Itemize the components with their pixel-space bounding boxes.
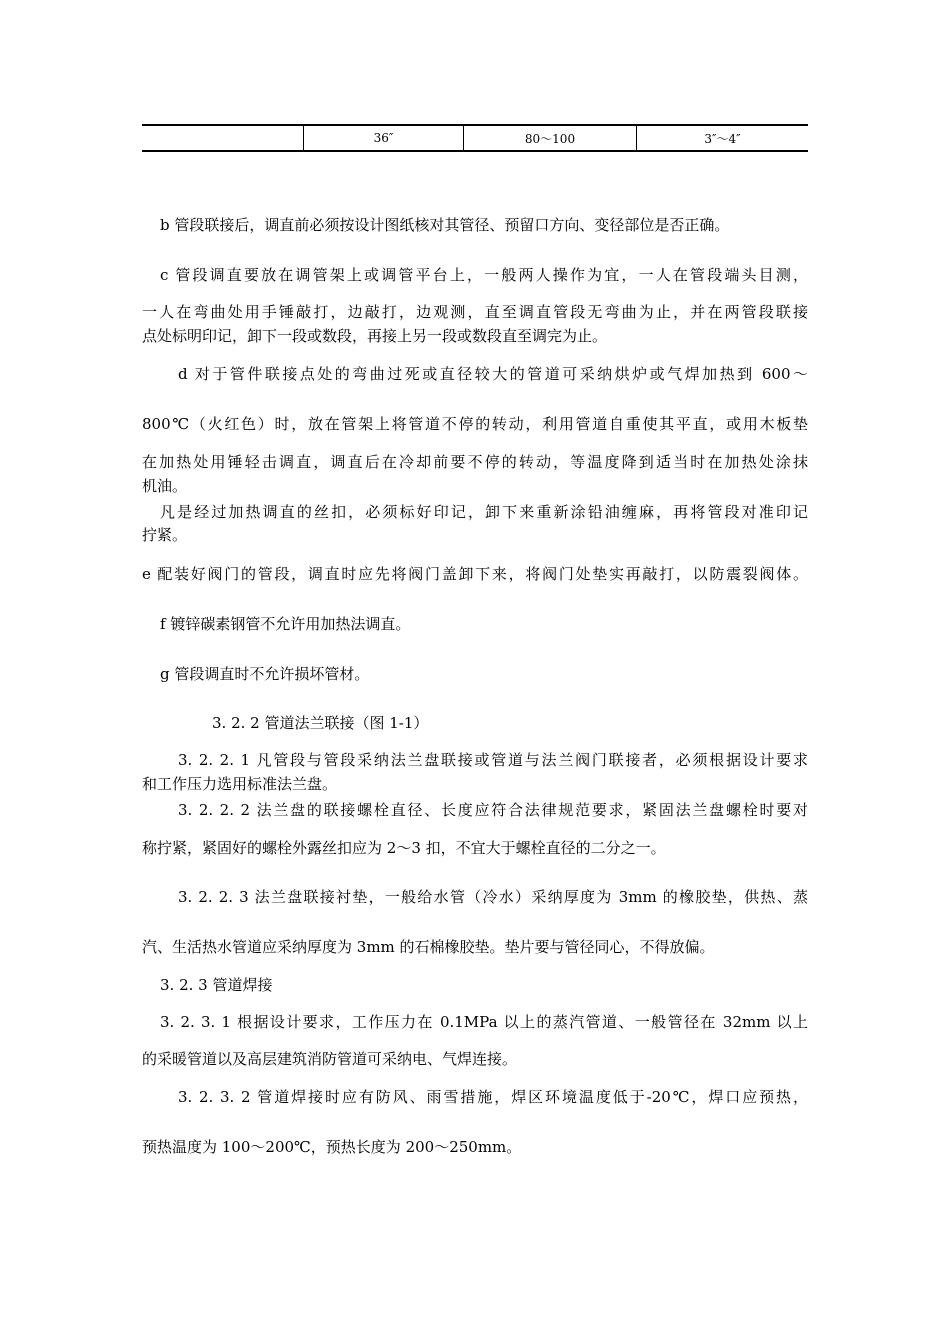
- clause-3-2-3-1-line2: 的采暖管道以及高层建筑消防管道可采纳电、气焊连接。: [142, 1050, 518, 1068]
- clause-3-2-3-2-line2: 预热温度为 100～200℃，预热长度为 200～250mm。: [142, 1138, 522, 1156]
- paragraph-c-line3: 点处标明印记，卸下一段或数段，再接上另一段或数段直至调完为止。: [142, 327, 608, 345]
- table-cell: 3″～4″: [636, 126, 808, 150]
- clause-3-2-2-3-line1: 3. 2. 2. 3 法兰盘联接衬垫，一般给水管（冷水）采纳厚度为 3mm 的橡胶垫，供热、蒸: [178, 888, 808, 906]
- paragraph-d-line2: 800℃（火红色）时，放在管架上将管道不停的转动，利用管道自重使其平直，或用木板垫: [142, 415, 808, 433]
- spec-table-row: [142, 124, 808, 152]
- clause-3-2-2-1-line2: 和工作压力选用标准法兰盘。: [142, 775, 338, 793]
- paragraph-c-line2: 一人在弯曲处用手锤敲打，边敲打，边观测，直至调直管段无弯曲为止，并在两管段联接: [142, 303, 808, 321]
- paragraph-mark-line2: 拧紧。: [142, 526, 188, 544]
- paragraph-d-line3: 在加热处用锤轻击调直，调直后在冷却前要不停的转动，等温度降到适当时在加热处涂抹: [142, 453, 808, 471]
- paragraph-d-line4: 机油。: [142, 477, 188, 495]
- paragraph-f: f 镀锌碳素钢管不允许用加热法调直。: [160, 615, 411, 633]
- clause-3-2-2-2-line1: 3. 2. 2. 2 法兰盘的联接螺栓直径、长度应符合法律规范要求，紧固法兰盘螺栓时要对: [178, 801, 808, 819]
- clause-3-2-2-3-line2: 汽、生活热水管道应采纳厚度为 3mm 的石棉橡胶垫。垫片要与管径同心，不得放偏。: [142, 938, 715, 956]
- paragraph-d-line1: d 对于管件联接点处的弯曲过死或直径较大的管道可采纳烘炉或气焊加热到 600～: [178, 365, 808, 383]
- table-cell: [142, 126, 303, 150]
- table-cell: 80～100: [463, 126, 636, 150]
- clause-3-2-2-1-line1: 3. 2. 2. 1 凡管段与管段采纳法兰盘联接或管道与法兰阀门联接者，必须根据设计要求: [178, 751, 808, 769]
- paragraph-b: b 管段联接后，调直前必须按设计图纸核对其管径、预留口方向、变径部位是否正确。: [160, 216, 730, 234]
- clause-3-2-3-2-line1: 3. 2. 3. 2 管道焊接时应有防风、雨雪措施，焊区环境温度低于-20℃，焊口应预热，: [178, 1088, 808, 1106]
- section-heading-3-2-3: 3. 2. 3 管道焊接: [160, 976, 273, 994]
- paragraph-g: g 管段调直时不允许损坏管材。: [160, 665, 370, 683]
- table-cell: 36″: [303, 126, 463, 150]
- clause-3-2-2-2-line2: 称拧紧，紧固好的螺栓外露丝扣应为 2～3 扣，不宜大于螺栓直径的二分之一。: [142, 839, 666, 857]
- section-heading-3-2-2: 3. 2. 2 管道法兰联接（图 1-1）: [212, 714, 429, 732]
- paragraph-e: e 配装好阀门的管段，调直时应先将阀门盖卸下来，将阀门处垫实再敲打，以防震裂阀体。: [142, 565, 808, 583]
- clause-3-2-3-1-line1: 3. 2. 3. 1 根据设计要求，工作压力在 0.1MPa 以上的蒸汽管道、一般管径在 32mm 以上: [160, 1013, 808, 1031]
- paragraph-mark-line1: 凡是经过加热调直的丝扣，必须标好印记，卸下来重新涂铅油缠麻，再将管段对准印记: [160, 503, 808, 521]
- paragraph-c-line1: c 管段调直要放在调管架上或调管平台上，一般两人操作为宜，一人在管段端头目测，: [160, 266, 808, 284]
